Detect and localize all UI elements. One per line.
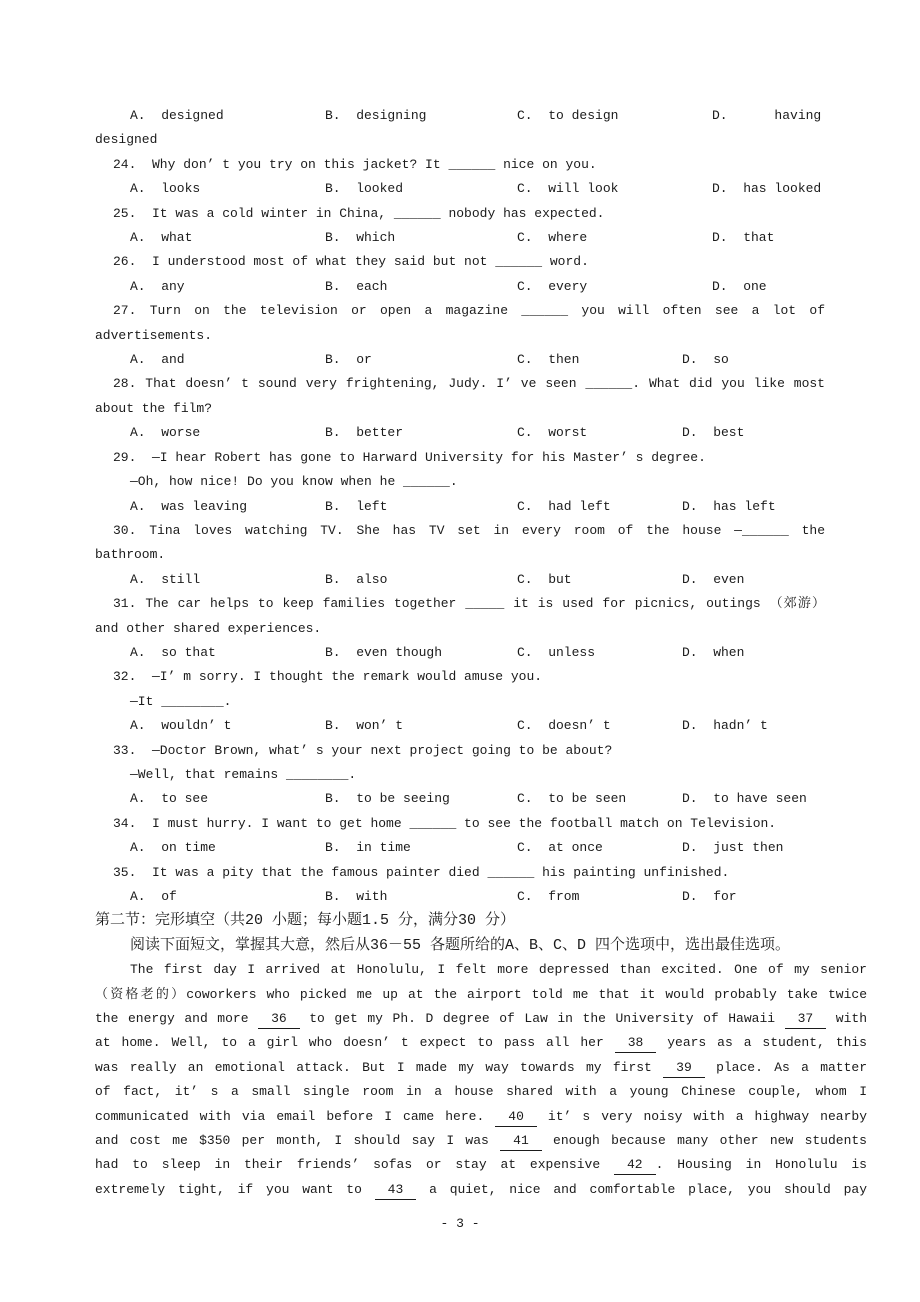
q27-stem-continuation bbox=[95, 324, 885, 348]
q32-stem-line2 bbox=[95, 690, 885, 714]
text-segment: extremely tight, if you want to bbox=[95, 1181, 375, 1197]
q35-options bbox=[95, 885, 885, 909]
option-c: C. will look bbox=[517, 181, 619, 197]
q31-stem-continuation bbox=[95, 617, 885, 641]
option-c: C. doesn’ t bbox=[517, 718, 611, 734]
option-c: C. where bbox=[517, 230, 588, 246]
q34-options bbox=[95, 836, 885, 860]
q25-stem bbox=[95, 202, 885, 226]
option-d: D. has left bbox=[682, 498, 776, 514]
text-segment: . Housing in Honolulu is bbox=[655, 1157, 867, 1173]
page-number: - 3 - bbox=[440, 1216, 480, 1231]
option-c: C. but bbox=[517, 571, 572, 587]
q29-stem-line2 bbox=[95, 470, 885, 494]
text-segment: about the film? bbox=[95, 400, 213, 416]
option-d: D. to have seen bbox=[682, 791, 807, 807]
q31-options bbox=[95, 641, 885, 665]
option-a: A. what bbox=[130, 230, 193, 246]
option-b: B. better bbox=[325, 425, 404, 441]
text-segment: 第二节：完形填空（共20 小题；每小题1.5 分，满分30 分） bbox=[95, 912, 516, 930]
text-segment: at home. Well, to a girl who doesn’ t expect to pass all her bbox=[95, 1035, 615, 1051]
numbered-blank: 40 bbox=[495, 1108, 537, 1127]
section-instruction bbox=[95, 934, 885, 958]
q30-stem-continuation bbox=[95, 543, 885, 567]
text-segment: The first day I arrived at Honolulu, I felt more depressed than excited. One of my senior bbox=[130, 962, 867, 978]
passage-line bbox=[95, 958, 867, 982]
text-segment: 阅读下面短文，掌握其大意，然后从36－55 各题所给的A、B、C、D 四个选项中，选出最佳选项。 bbox=[130, 936, 791, 954]
q33-stem bbox=[95, 739, 885, 763]
q27-stem bbox=[95, 299, 825, 323]
numbered-blank: 42 bbox=[614, 1156, 656, 1175]
text-segment: —It ________. bbox=[130, 693, 232, 709]
passage-line bbox=[95, 1007, 867, 1031]
text-segment: and cost me $350 per month, I should say I was bbox=[95, 1133, 501, 1149]
option-d: D. best bbox=[682, 425, 745, 441]
q23-option-d-continuation bbox=[95, 128, 885, 152]
text-segment: 32. —I’ m sorry. I thought the remark would amuse you. bbox=[113, 669, 543, 685]
option-a: A. designed bbox=[130, 108, 224, 123]
passage-line bbox=[95, 1129, 867, 1153]
option-c: C. every bbox=[517, 278, 588, 294]
text-segment: 25. It was a cold winter in China, ______ nobody has expected. bbox=[113, 205, 605, 221]
option-b: B. with bbox=[325, 889, 388, 904]
option-b: B. won’ t bbox=[325, 718, 404, 734]
text-segment: 28. That doesn’ t sound very frightening, Judy. I’ ve seen ______. What did you like most bbox=[113, 376, 825, 392]
numbered-blank: 38 bbox=[615, 1034, 657, 1053]
option-b: B. looked bbox=[325, 181, 404, 197]
q32-options bbox=[95, 714, 885, 738]
passage-line bbox=[95, 1105, 867, 1129]
numbered-blank: 43 bbox=[375, 1181, 417, 1200]
text-segment: communicated with via email before I came here. bbox=[95, 1108, 496, 1124]
document-content bbox=[95, 104, 885, 1202]
q28-options bbox=[95, 421, 885, 445]
passage-line bbox=[95, 1178, 867, 1202]
q30-options bbox=[95, 568, 885, 592]
option-b: B. which bbox=[325, 230, 396, 246]
option-a: A. still bbox=[130, 571, 201, 587]
text-segment: 31. The car helps to keep families together _____ it is used for picnics, outings （郊游） bbox=[113, 596, 825, 612]
q29-options bbox=[95, 495, 885, 519]
option-a: A. was leaving bbox=[130, 498, 248, 514]
q28-stem-continuation bbox=[95, 397, 885, 421]
option-b: B. or bbox=[325, 352, 372, 368]
passage-line bbox=[95, 983, 867, 1007]
option-c: C. at once bbox=[517, 840, 603, 856]
numbered-blank: 39 bbox=[663, 1059, 705, 1078]
text-segment: had to sleep in their friends’ sofas or stay at expensive bbox=[95, 1157, 614, 1173]
text-segment: advertisements. bbox=[95, 327, 213, 343]
text-segment: place. As a matter bbox=[704, 1059, 867, 1075]
option-b: B. to be seeing bbox=[325, 791, 450, 807]
option-c: C. unless bbox=[517, 644, 596, 660]
q31-stem bbox=[95, 592, 825, 616]
option-c: C. then bbox=[517, 352, 580, 368]
option-c: C. had left bbox=[517, 498, 611, 514]
q29-stem bbox=[95, 446, 885, 470]
option-d: D. even bbox=[682, 571, 745, 587]
q33-stem-line2 bbox=[95, 763, 885, 787]
option-b: B. even though bbox=[325, 644, 443, 660]
text-segment: a quiet, nice and comfortable place, you should pay bbox=[416, 1181, 867, 1197]
text-segment: 24. Why don’ t you try on this jacket? It ______ nice on you. bbox=[113, 156, 597, 172]
passage-line bbox=[95, 1031, 867, 1055]
text-segment: it’ s very noisy with a highway nearby bbox=[536, 1108, 867, 1124]
passage-line bbox=[95, 1056, 867, 1080]
option-a: A. wouldn’ t bbox=[130, 718, 232, 734]
option-d: D. having bbox=[712, 108, 822, 123]
option-b: B. also bbox=[325, 571, 388, 587]
text-segment: 35. It was a pity that the famous painter died ______ his painting unfinished. bbox=[113, 864, 730, 880]
option-a: A. looks bbox=[130, 181, 201, 197]
option-b: B. each bbox=[325, 278, 388, 294]
q27-options bbox=[95, 348, 885, 372]
option-d: D. so bbox=[682, 352, 729, 368]
option-a: A. on time bbox=[130, 840, 216, 856]
text-segment: bathroom. bbox=[95, 547, 166, 563]
text-segment: 30. Tina loves watching TV. She has TV set in every room of the house —______ the bbox=[113, 522, 825, 538]
q30-stem bbox=[95, 519, 825, 543]
option-a: A. and bbox=[130, 352, 185, 368]
option-d: D. one bbox=[712, 278, 767, 294]
text-segment: 26. I understood most of what they said but not ______ word. bbox=[113, 254, 589, 270]
text-segment: the energy and more bbox=[95, 1011, 259, 1027]
text-segment: to get my Ph. D degree of Law in the University of Hawaii bbox=[299, 1011, 785, 1027]
text-segment: （资格老的）coworkers who picked me up at the airport told me that it would probably take twice bbox=[95, 986, 867, 1002]
text-segment: —Oh, how nice! Do you know when he ______. bbox=[130, 474, 458, 490]
option-c: C. worst bbox=[517, 425, 588, 441]
option-c: C. to design bbox=[517, 108, 619, 123]
text-segment: of fact, it’ s a small single room in a house shared with a young Chinese couple, whom I bbox=[95, 1084, 867, 1100]
option-d: D. when bbox=[682, 644, 745, 660]
q23-options bbox=[95, 104, 885, 128]
q34-stem bbox=[95, 812, 885, 836]
numbered-blank: 37 bbox=[785, 1010, 827, 1029]
option-d: D. hadn’ t bbox=[682, 718, 768, 734]
option-c: C. from bbox=[517, 889, 580, 904]
q28-stem bbox=[95, 372, 825, 396]
option-d: D. for bbox=[682, 889, 737, 904]
passage-line bbox=[95, 1080, 867, 1104]
option-d: D. that bbox=[712, 230, 775, 246]
text-segment: enough because many other new students bbox=[541, 1133, 867, 1149]
option-a: A. so that bbox=[130, 644, 216, 660]
text-segment: 27. Turn on the television or open a magazine ______ you will often see a lot of bbox=[113, 303, 825, 319]
option-b: B. left bbox=[325, 498, 388, 514]
text-segment: —Well, that remains ________. bbox=[130, 766, 357, 782]
numbered-blank: 36 bbox=[258, 1010, 300, 1029]
q24-options bbox=[95, 177, 885, 201]
text-segment: 33. —Doctor Brown, what’ s your next project going to be about? bbox=[113, 742, 613, 758]
numbered-blank: 41 bbox=[500, 1132, 542, 1151]
section-header bbox=[95, 909, 885, 933]
option-d: D. has looked bbox=[712, 181, 822, 197]
option-b: B. designing bbox=[325, 108, 427, 123]
text-segment: and other shared experiences. bbox=[95, 620, 322, 636]
text-segment: years as a student, this bbox=[656, 1035, 867, 1051]
q33-options bbox=[95, 787, 885, 811]
option-c: C. to be seen bbox=[517, 791, 627, 807]
q26-stem bbox=[95, 250, 885, 274]
option-a: A. of bbox=[130, 889, 177, 904]
option-a: A. worse bbox=[130, 425, 201, 441]
option-d: D. just then bbox=[682, 840, 784, 856]
passage-line bbox=[95, 1153, 867, 1177]
option-a: A. to see bbox=[130, 791, 209, 807]
option-b: B. in time bbox=[325, 840, 411, 856]
q24-stem bbox=[95, 153, 885, 177]
option-a: A. any bbox=[130, 278, 185, 294]
q32-stem bbox=[95, 665, 885, 689]
text-segment: was really an emotional attack. But I made my way towards my first bbox=[95, 1059, 664, 1075]
q35-stem bbox=[95, 861, 885, 885]
text-segment: designed bbox=[95, 132, 158, 148]
text-segment: 34. I must hurry. I want to get home ______ to see the football match on Television. bbox=[113, 815, 777, 831]
text-segment: with bbox=[826, 1011, 868, 1027]
q26-options bbox=[95, 275, 885, 299]
q25-options bbox=[95, 226, 885, 250]
text-segment: 29. —I hear Robert has gone to Harward University for his Master’ s degree. bbox=[113, 449, 706, 465]
